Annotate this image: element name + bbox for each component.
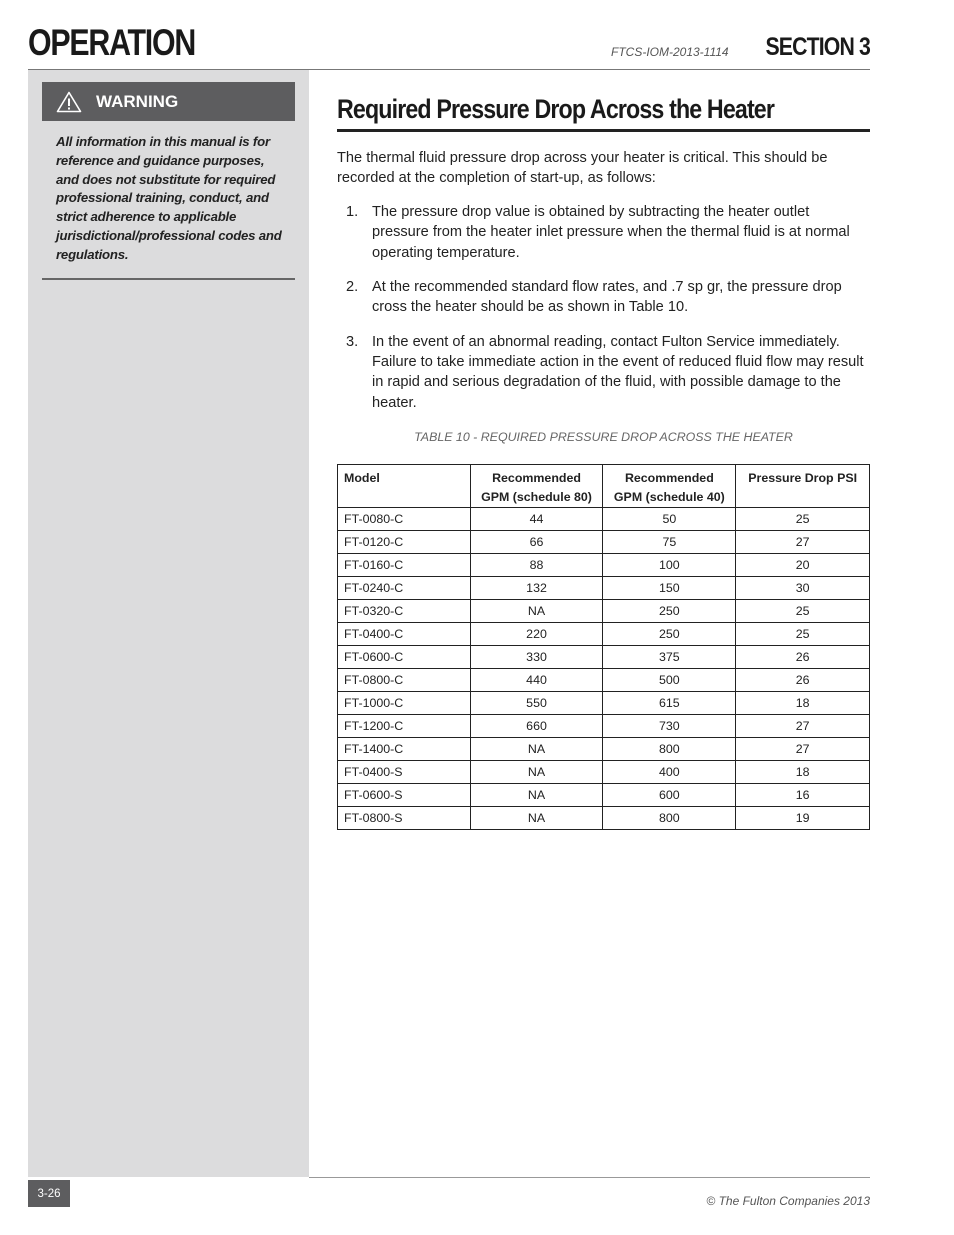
table-cell: 615: [603, 692, 736, 715]
page-number: 3-26: [28, 1180, 70, 1207]
table-cell: 30: [736, 577, 870, 600]
table-cell: 19: [736, 807, 870, 830]
table-row: [338, 508, 870, 531]
table-row: [338, 715, 870, 738]
table-body: [338, 508, 870, 830]
warning-divider: [42, 278, 295, 280]
table-row: [338, 784, 870, 807]
table-cell: FT-0240-C: [338, 577, 471, 600]
table-row: [338, 692, 870, 715]
table-cell: 16: [736, 784, 870, 807]
table-cell: NA: [470, 600, 603, 623]
table-cell: 50: [603, 508, 736, 531]
table-cell: 500: [603, 669, 736, 692]
table-cell: 550: [470, 692, 603, 715]
table-cell: 250: [603, 600, 736, 623]
table-cell: NA: [470, 784, 603, 807]
table-cell: 400: [603, 761, 736, 784]
warning-heading-bar: [42, 82, 295, 121]
table-row: [338, 669, 870, 692]
table-cell: 66: [470, 531, 603, 554]
column-header-gpm-schedule-40: Recommended GPM (schedule 40): [603, 465, 736, 508]
table-cell: 27: [736, 715, 870, 738]
document-id: FTCS-IOM-2013-1114: [611, 45, 729, 59]
table-cell: 44: [470, 508, 603, 531]
table-cell: FT-0400-S: [338, 761, 471, 784]
table-cell: FT-1000-C: [338, 692, 471, 715]
table-cell: NA: [470, 738, 603, 761]
procedure-steps: [337, 202, 870, 427]
table-row: [338, 577, 870, 600]
table-cell: FT-0600-C: [338, 646, 471, 669]
table-row: [338, 531, 870, 554]
step-number: 2.: [346, 279, 359, 296]
table-cell: FT-1400-C: [338, 738, 471, 761]
table-cell: FT-0160-C: [338, 554, 471, 577]
table-row: [338, 738, 870, 761]
table-cell: FT-0800-S: [338, 807, 471, 830]
table-cell: 25: [736, 623, 870, 646]
table-cell: 600: [603, 784, 736, 807]
table-row: [338, 761, 870, 784]
pressure-drop-table: [337, 464, 870, 830]
column-header-gpm-schedule-80: Recommended GPM (schedule 80): [470, 465, 603, 508]
table-cell: NA: [470, 761, 603, 784]
main-title: Required Pressure Drop Across the Heater: [337, 94, 775, 124]
table-cell: 100: [603, 554, 736, 577]
step-number: 1.: [346, 204, 359, 220]
step-text: At the recommended standard flow rates, and .7 sp gr, the pressure drop cross the heater should be as shown in Table 10.: [372, 279, 842, 316]
procedure-step: [337, 202, 870, 263]
procedure-step: [337, 277, 870, 318]
table-header-row: [338, 465, 870, 508]
table-cell: 88: [470, 554, 603, 577]
table-cell: 800: [603, 738, 736, 761]
table-row: [338, 807, 870, 830]
table-cell: 25: [736, 508, 870, 531]
table-cell: 250: [603, 623, 736, 646]
table-cell: 440: [470, 669, 603, 692]
table-cell: FT-0400-C: [338, 623, 471, 646]
table-cell: 730: [603, 715, 736, 738]
table-row: [338, 600, 870, 623]
table-cell: 18: [736, 692, 870, 715]
table-cell: NA: [470, 807, 603, 830]
table-cell: FT-0800-C: [338, 669, 471, 692]
intro-paragraph: The thermal fluid pressure drop across your heater is critical. This should be recorded at the completion of start-up, as follows:: [337, 150, 828, 187]
table-cell: FT-0320-C: [338, 600, 471, 623]
page-header-title: OPERATION: [28, 22, 196, 63]
table-cell: FT-1200-C: [338, 715, 471, 738]
warning-heading: WARNING: [96, 91, 179, 111]
table-cell: 25: [736, 600, 870, 623]
table-cell: 20: [736, 554, 870, 577]
warning-text: All information in this manual is for reference and guidance purposes, and does not substitute for required professional training, conduct, and strict adherence to applicable jurisdictional/professional codes and regulations.: [56, 134, 282, 262]
title-underline: [337, 129, 870, 132]
column-header-model: Model: [338, 465, 471, 508]
table-cell: 375: [603, 646, 736, 669]
table-cell: 75: [603, 531, 736, 554]
step-text: The pressure drop value is obtained by subtracting the heater outlet pressure from the heater inlet pressure when the thermal fluid is at normal operating temperature.: [372, 204, 850, 261]
section-label: SECTION 3: [765, 33, 870, 61]
table-cell: 150: [603, 577, 736, 600]
table-caption: TABLE 10 - REQUIRED PRESSURE DROP ACROSS THE HEATER: [414, 430, 793, 444]
step-text: In the event of an abnormal reading, contact Fulton Service immediately. Failure to take immediate action in the event of reduced fluid flow may result in rapid and serious degradation of the fluid, with possible damage to the heater.: [372, 333, 864, 411]
footer-divider: [309, 1177, 870, 1178]
table-cell: 27: [736, 531, 870, 554]
step-number: 3.: [346, 333, 359, 350]
procedure-step: [337, 332, 870, 414]
table-cell: 330: [470, 646, 603, 669]
table-cell: FT-0600-S: [338, 784, 471, 807]
table-row: [338, 646, 870, 669]
column-header-pressure-drop: Pressure Drop PSI: [736, 465, 870, 508]
table-cell: 800: [603, 807, 736, 830]
table-cell: 18: [736, 761, 870, 784]
table-cell: 26: [736, 646, 870, 669]
table-row: [338, 623, 870, 646]
table-cell: 26: [736, 669, 870, 692]
table-row: [338, 554, 870, 577]
table-cell: 132: [470, 577, 603, 600]
table-cell: FT-0080-C: [338, 508, 471, 531]
table-cell: 660: [470, 715, 603, 738]
warning-triangle-icon: [56, 91, 82, 113]
table-cell: FT-0120-C: [338, 531, 471, 554]
table-cell: 220: [470, 623, 603, 646]
copyright-notice: © The Fulton Companies 2013: [706, 1194, 870, 1208]
table-cell: 27: [736, 738, 870, 761]
